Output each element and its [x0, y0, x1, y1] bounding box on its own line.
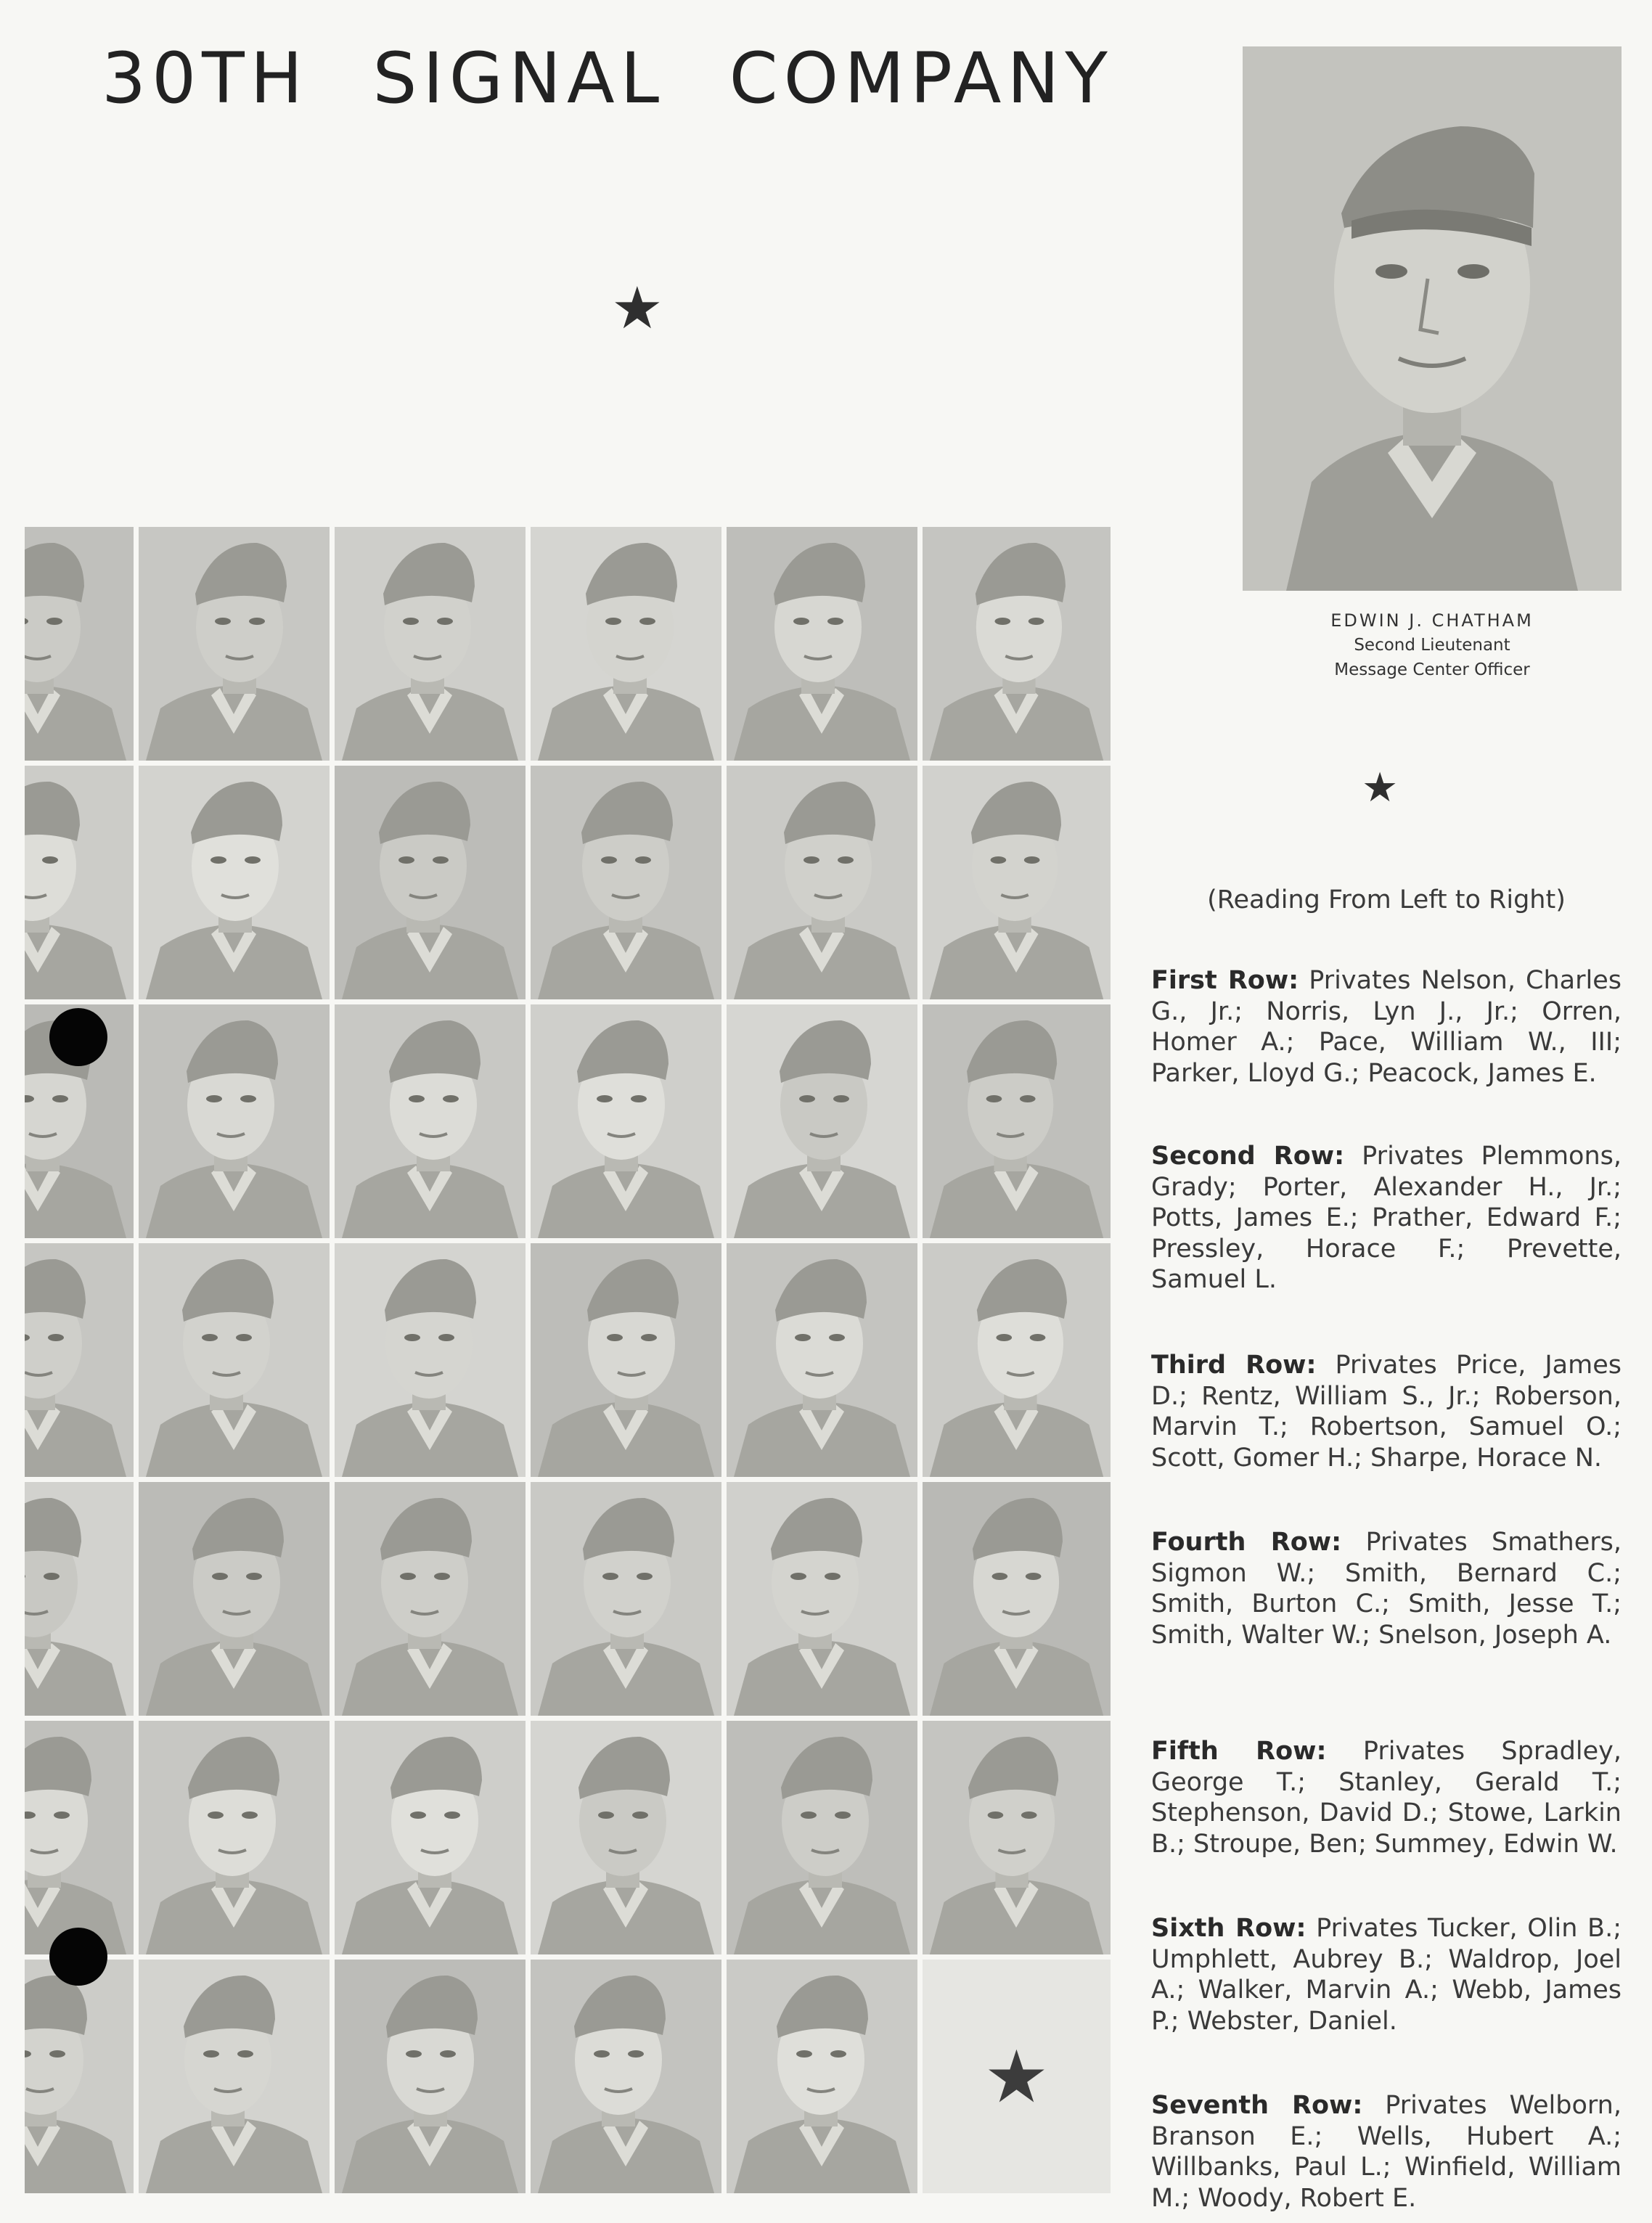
soldier-portrait	[25, 1243, 134, 1477]
soldier-portrait	[531, 1482, 721, 1716]
soldier-portrait	[335, 766, 526, 999]
soldier-portrait	[335, 1482, 526, 1716]
soldier-portrait	[531, 527, 721, 761]
soldier-portrait-image	[531, 1960, 721, 2193]
soldier-portrait-image	[139, 1482, 330, 1716]
soldier-portrait-image	[727, 1482, 917, 1716]
grid-star-cell	[923, 1960, 1111, 2193]
soldier-portrait-image	[139, 766, 330, 999]
officer-caption	[1243, 608, 1622, 682]
soldier-portrait-image	[531, 1721, 721, 1954]
roster-row-names: Privates Welborn, Branson E.; Wells, Hubert A.; Willbanks, Paul L.; Winfield, William M.; Woody, Robert E.	[1151, 2091, 1622, 2213]
soldier-portrait	[727, 1004, 917, 1238]
soldier-portrait	[727, 527, 917, 761]
soldier-portrait-image	[923, 527, 1111, 761]
soldier-portrait-image	[335, 527, 526, 761]
soldier-portrait-image	[923, 1482, 1111, 1716]
roster-row	[1151, 1913, 1622, 2036]
binder-hole	[49, 1008, 107, 1066]
star-ornament: ★	[984, 2034, 1050, 2119]
soldier-portrait-image	[25, 1482, 134, 1716]
soldier-portrait	[25, 1482, 134, 1716]
soldier-portrait-image	[335, 1243, 526, 1477]
soldier-portrait-image	[139, 1004, 330, 1238]
roster-row-label: Third Row:	[1151, 1351, 1317, 1380]
roster-row	[1151, 2090, 1622, 2214]
soldier-portrait-image	[531, 527, 721, 761]
soldier-portrait-image	[139, 1960, 330, 2193]
soldier-portrait	[923, 1004, 1111, 1238]
roster-row-names: Privates Spradley, George T.; Stanley, Gerald T.; Stephenson, David D.; Stowe, Larkin B.; Stroupe, Ben; Summey, Edwin W.	[1151, 1737, 1622, 1859]
soldier-portrait-image	[531, 1243, 721, 1477]
officer-portrait	[1243, 46, 1622, 591]
soldier-portrait	[139, 1482, 330, 1716]
soldier-portrait	[25, 766, 134, 999]
soldier-portrait	[25, 1721, 134, 1954]
soldier-portrait-image	[727, 1004, 917, 1238]
soldier-portrait-image	[25, 766, 134, 999]
soldier-portrait	[335, 527, 526, 761]
soldier-portrait-image	[25, 527, 134, 761]
soldier-portrait	[727, 1960, 917, 2193]
soldier-portrait	[531, 766, 721, 999]
soldier-portrait-image	[531, 1482, 721, 1716]
roster-row-label: Fourth Row:	[1151, 1528, 1342, 1557]
roster-row	[1151, 1736, 1622, 1859]
soldier-portrait	[727, 1721, 917, 1954]
soldier-portrait-image	[727, 1243, 917, 1477]
roster-row-label: Seventh Row:	[1151, 2091, 1363, 2120]
officer-rank: Second Lieutenant	[1354, 636, 1510, 655]
roster-row-label: First Row:	[1151, 966, 1299, 995]
roster-row-names: Privates Tucker, Olin B.; Umphlett, Aubrey B.; Waldrop, Joel A.; Walker, Marvin A.; Webb, James P.; Webster, Daniel.	[1151, 1914, 1622, 2036]
soldier-portrait	[727, 1482, 917, 1716]
soldier-portrait-image	[531, 1004, 721, 1238]
roster-row	[1151, 1141, 1622, 1295]
soldier-portrait	[139, 527, 330, 761]
roster-row-names: Privates Smathers, Sigmon W.; Smith, Bernard C.; Smith, Burton C.; Smith, Jesse T.; Smith, Walter W.; Snelson, Joseph A.	[1151, 1528, 1622, 1650]
officer-portrait-image	[1243, 46, 1622, 591]
roster-row-names: Privates Nelson, Charles G., Jr.; Norris, Lyn J., Jr.; Orren, Homer A.; Pace, William W., III; Parker, Lloyd G.; Peacock, James E.	[1151, 966, 1622, 1088]
soldier-portrait-image	[923, 1004, 1111, 1238]
soldier-portrait-image	[139, 1243, 330, 1477]
roster-row-label: Fifth Row:	[1151, 1737, 1327, 1766]
soldier-portrait	[335, 1721, 526, 1954]
soldier-portrait-image	[139, 1721, 330, 1954]
soldier-portrait-image	[335, 1960, 526, 2193]
soldier-portrait	[139, 1004, 330, 1238]
soldier-portrait	[335, 1243, 526, 1477]
soldier-portrait-image	[727, 766, 917, 999]
soldier-portrait	[139, 1243, 330, 1477]
soldier-portrait	[25, 527, 134, 761]
soldier-portrait	[335, 1004, 526, 1238]
soldier-portrait	[923, 766, 1111, 999]
soldier-portrait	[923, 1243, 1111, 1477]
soldier-portrait-image	[25, 1960, 134, 2193]
roster-row	[1151, 1350, 1622, 1473]
soldier-portrait	[531, 1721, 721, 1954]
soldier-portrait	[923, 527, 1111, 761]
soldier-portrait-image	[335, 766, 526, 999]
portrait-grid	[25, 527, 1111, 2193]
soldier-portrait-image	[727, 1721, 917, 1954]
soldier-portrait	[335, 1960, 526, 2193]
soldier-portrait	[727, 1243, 917, 1477]
soldier-portrait	[139, 1721, 330, 1954]
soldier-portrait-image	[923, 1721, 1111, 1954]
soldier-portrait-image	[923, 1243, 1111, 1477]
page-title: 30TH SIGNAL COMPANY	[102, 38, 1113, 119]
soldier-portrait	[727, 766, 917, 999]
star-ornament: ★	[611, 274, 663, 342]
soldier-portrait	[139, 766, 330, 999]
roster-row-names: Privates Price, James D.; Rentz, William S., Jr.; Roberson, Marvin T.; Robertson, Samuel O.; Scott, Gomer H.; Sharpe, Horace N.	[1151, 1351, 1622, 1473]
reading-order-note: (Reading From Left to Right)	[1207, 885, 1566, 914]
soldier-portrait	[531, 1004, 721, 1238]
star-ornament: ★	[1362, 764, 1399, 811]
soldier-portrait-image	[727, 1960, 917, 2193]
roster-row	[1151, 965, 1622, 1089]
roster-row-label: Second Row:	[1151, 1142, 1345, 1171]
officer-name: EDWIN J. CHATHAM	[1330, 610, 1534, 631]
soldier-portrait	[139, 1960, 330, 2193]
soldier-portrait	[923, 1721, 1111, 1954]
soldier-portrait-image	[25, 1721, 134, 1954]
soldier-portrait-image	[139, 527, 330, 761]
binder-hole	[49, 1928, 107, 1986]
soldier-portrait-image	[25, 1243, 134, 1477]
roster-row-label: Sixth Row:	[1151, 1914, 1307, 1943]
soldier-portrait-image	[335, 1482, 526, 1716]
soldier-portrait	[923, 1482, 1111, 1716]
soldier-portrait-image	[923, 766, 1111, 999]
roster-row-names: Privates Plemmons, Grady; Porter, Alexander H., Jr.; Potts, James E.; Prather, Edward F.; Pressley, Horace F.; Prevette, Samuel L.	[1151, 1142, 1622, 1294]
soldier-portrait-image	[531, 766, 721, 999]
roster-row	[1151, 1527, 1622, 1650]
officer-position: Message Center Officer	[1334, 660, 1530, 679]
soldier-portrait-image	[727, 527, 917, 761]
soldier-portrait	[25, 1960, 134, 2193]
soldier-portrait	[531, 1960, 721, 2193]
soldier-portrait-image	[335, 1721, 526, 1954]
soldier-portrait	[531, 1243, 721, 1477]
soldier-portrait-image	[335, 1004, 526, 1238]
